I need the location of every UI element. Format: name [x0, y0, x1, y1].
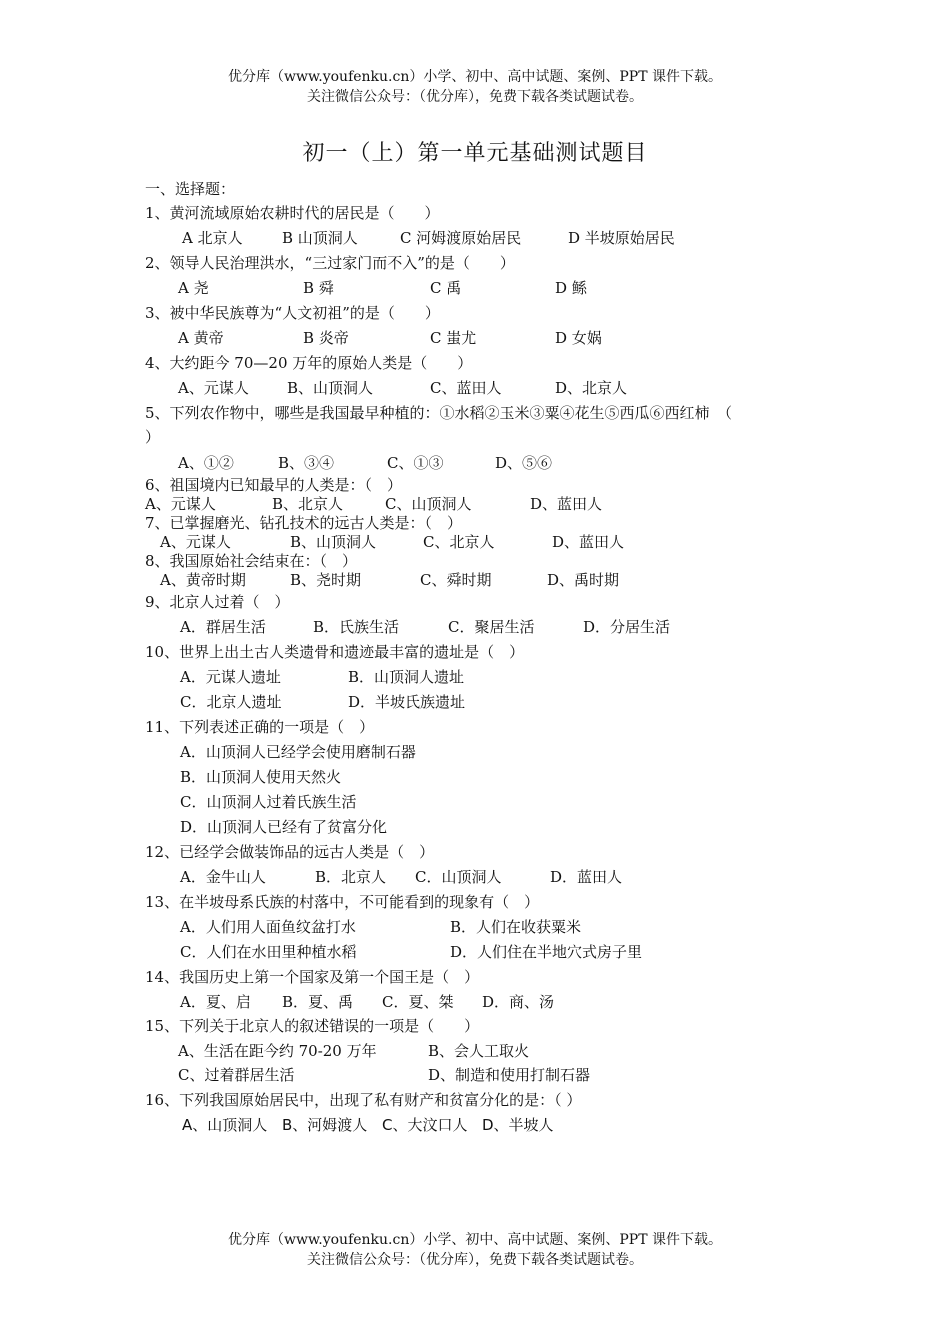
page-title: 初一（上）第一单元基础测试题目 [302, 141, 648, 166]
q15-option-b: B、会人工取火 [428, 1042, 530, 1060]
question-5: 5、下列农作物中，哪些是我国最早种植的：①水稻②玉米③粟④花生⑤西瓜⑥西红柿 （ [145, 404, 733, 422]
header-line-1: 优分库（www.youfenku.cn）小学、初中、高中试题、案例、PPT 课件下载。 [227, 69, 722, 85]
q4-option-d: D、北京人 [555, 379, 628, 397]
q14-option-c: C．夏、桀 [382, 993, 454, 1011]
q16-option-d: D、半坡人 [482, 1116, 554, 1134]
question-13: 13、在半坡母系氏族的村落中，不可能看到的现象有（ ） [145, 893, 540, 911]
question-9: 9、北京人过着（ ） [145, 593, 290, 611]
q7-option-a: A、元谋人 [160, 533, 231, 551]
q16-option-c: C、大汶口人 [382, 1116, 468, 1134]
q4-option-b: B、山顶洞人 [287, 379, 374, 397]
question-3: 3、被中华民族尊为“人文初祖”的是（ ） [145, 304, 440, 322]
q12-option-c: C．山顶洞人 [415, 868, 502, 886]
q2-option-a: A 尧 [178, 279, 209, 297]
q5-option-c: C、①③ [387, 454, 444, 472]
q13-option-c: C．人们在水田里种植水稻 [180, 943, 357, 961]
section-heading: 一、选择题： [145, 180, 236, 198]
q15-option-a: A、生活在距今约 70-20 万年 [178, 1042, 377, 1060]
q13-option-a: A．人们用人面鱼纹盆打水 [180, 918, 356, 936]
question-10: 10、世界上出土古人类遗骨和遗迹最丰富的遗址是（ ） [145, 643, 525, 661]
question-16: 16、下列我国原始居民中，出现了私有财产和贫富分化的是：（ ） [145, 1091, 582, 1109]
q11-option-a: A．山顶洞人已经学会使用磨制石器 [180, 743, 416, 761]
q5-option-a: A、①② [178, 454, 234, 472]
question-1: 1、黄河流域原始农耕时代的居民是（ ） [145, 204, 440, 222]
q4-option-a: A、元谋人 [178, 379, 249, 397]
q8-option-a: A、黄帝时期 [160, 571, 246, 589]
q5-option-d: D、⑤⑥ [495, 454, 553, 472]
q12-option-a: A．金牛山人 [180, 868, 266, 886]
q15-option-c: C、过着群居生活 [178, 1066, 295, 1084]
q6-option-c: C、山顶洞人 [385, 495, 472, 513]
q7-option-b: B、山顶洞人 [290, 533, 377, 551]
q8-option-d: D、禹时期 [547, 571, 620, 589]
q6-option-d: D、蓝田人 [530, 495, 603, 513]
q5-option-b: B、③④ [278, 454, 335, 472]
q9-option-c: C．聚居生活 [448, 618, 535, 636]
q2-option-c: C 禹 [430, 279, 462, 297]
q14-option-b: B．夏、禹 [282, 993, 354, 1011]
header-line-2: 关注微信公众号：（优分库），免费下载各类试题试卷。 [307, 89, 643, 105]
q9-option-a: A．群居生活 [180, 618, 266, 636]
footer-line-1: 优分库（www.youfenku.cn）小学、初中、高中试题、案例、PPT 课件下载。 [227, 1232, 722, 1248]
q14-option-a: A．夏、启 [180, 993, 251, 1011]
q12-option-d: D．蓝田人 [550, 868, 623, 886]
q11-option-c: C．山顶洞人过着氏族生活 [180, 793, 357, 811]
question-12: 12、已经学会做装饰品的远古人类是（ ） [145, 843, 435, 861]
q1-option-b: B 山顶洞人 [282, 229, 358, 247]
q3-option-a: A 黄帝 [178, 329, 224, 347]
question-11: 11、下列表述正确的一项是（ ） [145, 718, 375, 736]
q7-option-d: D、蓝田人 [552, 533, 625, 551]
question-4: 4、大约距今 70—20 万年的原始人类是（ ） [145, 354, 473, 372]
q9-option-d: D．分居生活 [583, 618, 671, 636]
q1-option-d: D 半坡原始居民 [568, 229, 675, 247]
footer-line-2: 关注微信公众号：（优分库），免费下载各类试题试卷。 [307, 1252, 643, 1268]
question-8: 8、我国原始社会结束在：（ ） [145, 552, 358, 570]
q7-option-c: C、北京人 [423, 533, 495, 551]
q8-option-c: C、舜时期 [420, 571, 492, 589]
q3-option-c: C 蚩尤 [430, 329, 477, 347]
q10-option-d: D．半坡氏族遗址 [348, 693, 466, 711]
question-7: 7、已掌握磨光、钻孔技术的远古人类是：（ ） [145, 514, 463, 532]
q8-option-b: B、尧时期 [290, 571, 362, 589]
q6-option-a: A、元谋人 [145, 495, 216, 513]
q9-option-b: B．氏族生活 [313, 618, 400, 636]
q1-option-a: A 北京人 [182, 229, 243, 247]
q3-option-d: D 女娲 [555, 329, 602, 347]
q12-option-b: B．北京人 [315, 868, 387, 886]
q2-option-d: D 鲧 [555, 279, 587, 297]
q14-option-d: D．商、汤 [482, 993, 555, 1011]
q2-option-b: B 舜 [303, 279, 334, 297]
q16-option-a: A、山顶洞人 [182, 1116, 268, 1134]
q13-option-b: B．人们在收获粟米 [450, 918, 582, 936]
q3-option-b: B 炎帝 [303, 329, 349, 347]
q16-option-b: B、河姆渡人 [282, 1116, 368, 1134]
question-15: 15、下列关于北京人的叙述错误的一项是（ ） [145, 1017, 480, 1035]
question-6: 6、祖国境内已知最早的人类是：（ ） [145, 476, 403, 494]
q10-option-a: A．元谋人遗址 [180, 668, 281, 686]
q6-option-b: B、北京人 [272, 495, 344, 513]
q10-option-b: B．山顶洞人遗址 [348, 668, 465, 686]
question-5-cont: ） [145, 428, 161, 446]
q15-option-d: D、制造和使用打制石器 [428, 1066, 591, 1084]
question-14: 14、我国历史上第一个国家及第一个国王是（ ） [145, 968, 480, 986]
q10-option-c: C．北京人遗址 [180, 693, 282, 711]
q11-option-b: B．山顶洞人使用天然火 [180, 768, 342, 786]
q4-option-c: C、蓝田人 [430, 379, 502, 397]
question-2: 2、领导人民治理洪水，“三过家门而不入”的是（ ） [145, 254, 515, 272]
q13-option-d: D．人们住在半地穴式房子里 [450, 943, 643, 961]
q11-option-d: D．山顶洞人已经有了贫富分化 [180, 818, 388, 836]
q1-option-c: C 河姆渡原始居民 [400, 229, 522, 247]
